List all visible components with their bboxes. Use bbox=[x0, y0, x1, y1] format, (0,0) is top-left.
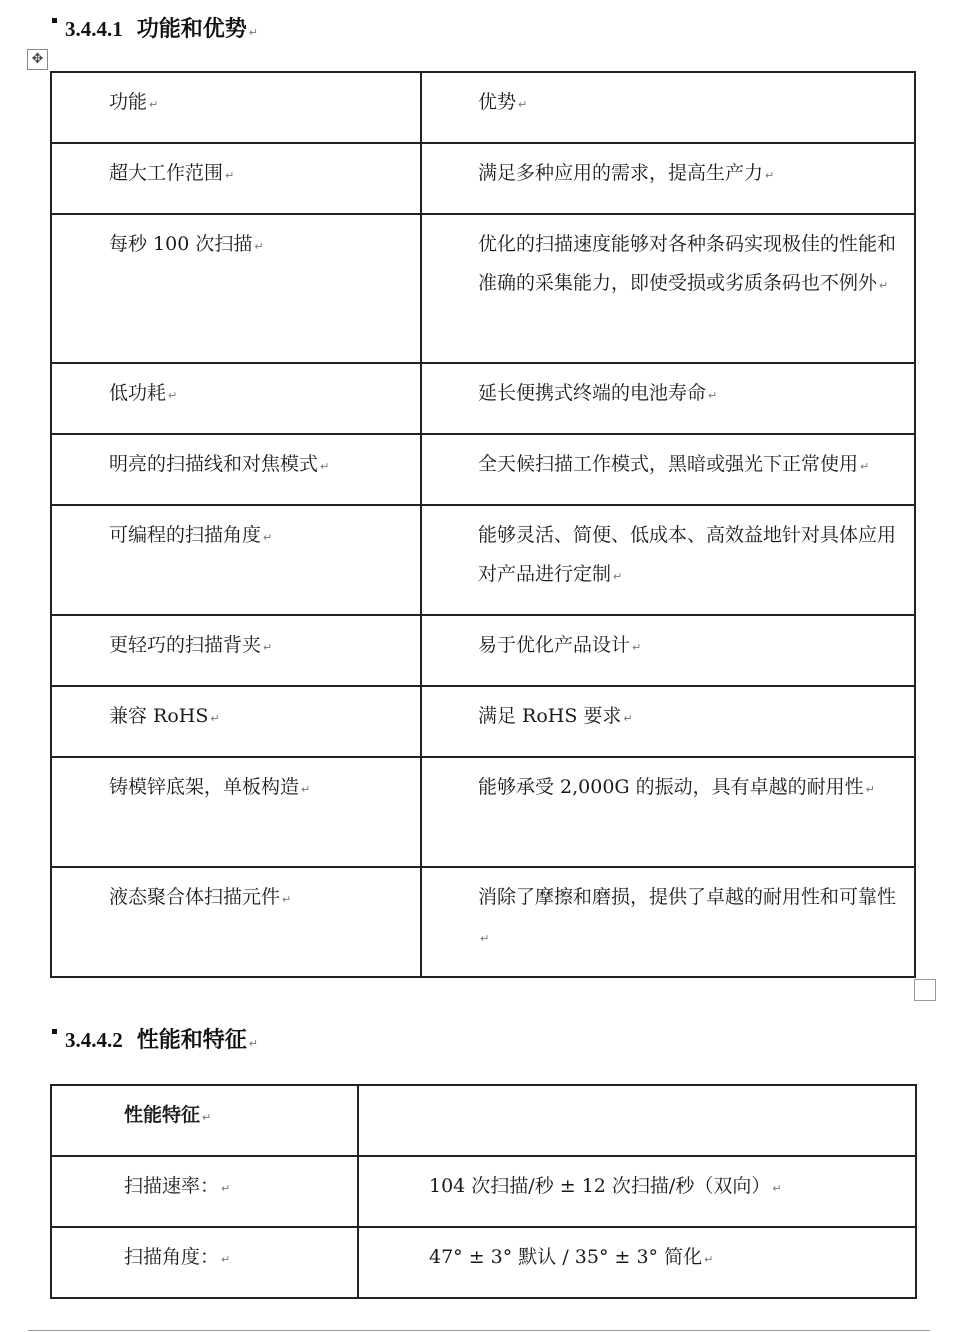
paragraph-mark: ↵ bbox=[765, 169, 775, 182]
table-row bbox=[51, 867, 915, 977]
feature-text: 更轻巧的扫描背夹 bbox=[109, 634, 262, 656]
paragraph-mark: ↵ bbox=[263, 531, 273, 544]
table-move-handle-icon[interactable]: ✥ bbox=[27, 49, 48, 70]
table-row bbox=[51, 143, 915, 214]
table-row bbox=[51, 214, 915, 363]
feature-text: 液态聚合体扫描元件 bbox=[109, 886, 281, 908]
benefit-text: 延长便携式终端的电池寿命 bbox=[478, 382, 707, 404]
feature-text: 每秒 100 次扫描 bbox=[109, 233, 253, 255]
paragraph-mark: ↵ bbox=[263, 641, 273, 654]
paragraph-mark: ↵ bbox=[632, 641, 642, 654]
heading-bullet bbox=[52, 18, 57, 23]
benefit-cell[interactable] bbox=[421, 757, 915, 867]
table-resize-handle[interactable] bbox=[914, 979, 936, 1001]
paragraph-mark: ↵ bbox=[704, 1253, 714, 1266]
paragraph-mark: ↵ bbox=[248, 1037, 258, 1050]
benefit-text: 优化的扫描速度能够对各种条码实现极佳的性能和准确的采集能力，即使受损或劣质条码也不例外 bbox=[478, 233, 897, 294]
benefit-cell[interactable] bbox=[421, 363, 915, 434]
benefit-cell[interactable] bbox=[421, 434, 915, 505]
benefit-text: 消除了摩擦和磨损，提供了卓越的耐用性和可靠性 bbox=[478, 886, 897, 908]
paragraph-mark: ↵ bbox=[225, 169, 235, 182]
section-title: 性能和特征 bbox=[136, 1028, 247, 1053]
paragraph-mark: ↵ bbox=[210, 712, 220, 725]
paragraph-mark: ↵ bbox=[480, 932, 490, 945]
paragraph-mark: ↵ bbox=[879, 279, 889, 292]
spec-value-cell[interactable] bbox=[358, 1227, 916, 1298]
paragraph-mark: ↵ bbox=[254, 240, 264, 253]
feature-cell[interactable] bbox=[51, 363, 421, 434]
feature-text: 铸模锌底架，单板构造 bbox=[109, 776, 300, 798]
paragraph-mark: ↵ bbox=[518, 98, 528, 111]
features-table bbox=[50, 71, 916, 978]
spec-value-cell[interactable] bbox=[358, 1156, 916, 1227]
feature-cell[interactable] bbox=[51, 757, 421, 867]
paragraph-mark: ↵ bbox=[168, 389, 178, 402]
table-row bbox=[51, 615, 915, 686]
section-heading-3-4-4-2 bbox=[52, 1023, 258, 1054]
table-row bbox=[51, 1156, 916, 1227]
paragraph-mark: ↵ bbox=[320, 460, 330, 473]
feature-cell[interactable] bbox=[51, 505, 421, 615]
paragraph-mark: ↵ bbox=[860, 460, 870, 473]
feature-cell[interactable] bbox=[51, 214, 421, 363]
paragraph-mark: ↵ bbox=[623, 712, 633, 725]
benefit-text: 全天候扫描工作模式，黑暗或强光下正常使用 bbox=[478, 453, 859, 475]
feature-text: 明亮的扫描线和对焦模式 bbox=[109, 453, 319, 475]
spec-value: 47° ± 3° 默认 / 35° ± 3° 简化 bbox=[429, 1246, 703, 1268]
feature-cell[interactable] bbox=[51, 72, 421, 143]
paragraph-mark: ↵ bbox=[772, 1182, 782, 1195]
table-row bbox=[51, 505, 915, 615]
paragraph-mark: ↵ bbox=[248, 26, 258, 39]
benefit-cell[interactable] bbox=[421, 214, 915, 363]
benefit-text: 易于优化产品设计 bbox=[478, 634, 631, 656]
table-row bbox=[51, 686, 915, 757]
benefit-cell[interactable] bbox=[421, 505, 915, 615]
spec-value-cell[interactable] bbox=[358, 1085, 916, 1156]
benefit-cell[interactable] bbox=[421, 615, 915, 686]
paragraph-mark: ↵ bbox=[865, 783, 875, 796]
paragraph-mark: ↵ bbox=[613, 570, 623, 583]
spec-label: 扫描速率： bbox=[124, 1175, 220, 1197]
paragraph-mark: ↵ bbox=[221, 1253, 231, 1266]
feature-cell[interactable] bbox=[51, 434, 421, 505]
section-number: 3.4.4.1 bbox=[65, 17, 123, 41]
feature-text: 兼容 RoHS bbox=[109, 705, 209, 727]
section-number: 3.4.4.2 bbox=[65, 1028, 123, 1052]
paragraph-mark: ↵ bbox=[149, 98, 159, 111]
section-title: 功能和优势 bbox=[136, 17, 247, 42]
feature-cell[interactable] bbox=[51, 867, 421, 977]
benefit-text: 能够承受 2,000G 的振动，具有卓越的耐用性 bbox=[478, 776, 864, 798]
spec-label: 性能特征 bbox=[124, 1104, 201, 1126]
paragraph-mark: ↵ bbox=[301, 783, 311, 796]
feature-text: 低功耗 bbox=[109, 382, 167, 404]
page-footer-line bbox=[28, 1330, 930, 1331]
spec-label: 扫描角度： bbox=[124, 1246, 220, 1268]
spec-label-cell[interactable] bbox=[51, 1156, 358, 1227]
feature-text: 功能 bbox=[109, 91, 148, 113]
table-row bbox=[51, 1227, 916, 1298]
section-heading-3-4-4-1 bbox=[52, 12, 258, 43]
performance-table bbox=[50, 1084, 917, 1299]
benefit-cell[interactable] bbox=[421, 867, 915, 977]
table-row bbox=[51, 72, 915, 143]
table-row bbox=[51, 1085, 916, 1156]
benefit-cell[interactable] bbox=[421, 143, 915, 214]
paragraph-mark: ↵ bbox=[708, 389, 718, 402]
paragraph-mark: ↵ bbox=[221, 1182, 231, 1195]
feature-cell[interactable] bbox=[51, 615, 421, 686]
paragraph-mark: ↵ bbox=[202, 1111, 212, 1124]
table-row bbox=[51, 757, 915, 867]
paragraph-mark: ↵ bbox=[282, 893, 292, 906]
benefit-text: 满足 RoHS 要求 bbox=[478, 705, 622, 727]
benefit-cell[interactable] bbox=[421, 686, 915, 757]
spec-value: 104 次扫描/秒 ± 12 次扫描/秒（双向） bbox=[429, 1175, 771, 1197]
table-row bbox=[51, 363, 915, 434]
feature-text: 可编程的扫描角度 bbox=[109, 524, 262, 546]
benefit-text: 能够灵活、简便、低成本、高效益地针对具体应用对产品进行定制 bbox=[478, 524, 897, 585]
heading-bullet bbox=[52, 1029, 57, 1034]
spec-label-cell[interactable] bbox=[51, 1085, 358, 1156]
benefit-cell[interactable] bbox=[421, 72, 915, 143]
feature-cell[interactable] bbox=[51, 686, 421, 757]
feature-cell[interactable] bbox=[51, 143, 421, 214]
benefit-text: 满足多种应用的需求，提高生产力 bbox=[478, 162, 764, 184]
benefit-text: 优势 bbox=[478, 91, 517, 113]
feature-text: 超大工作范围 bbox=[109, 162, 224, 184]
table-row bbox=[51, 434, 915, 505]
spec-label-cell[interactable] bbox=[51, 1227, 358, 1298]
